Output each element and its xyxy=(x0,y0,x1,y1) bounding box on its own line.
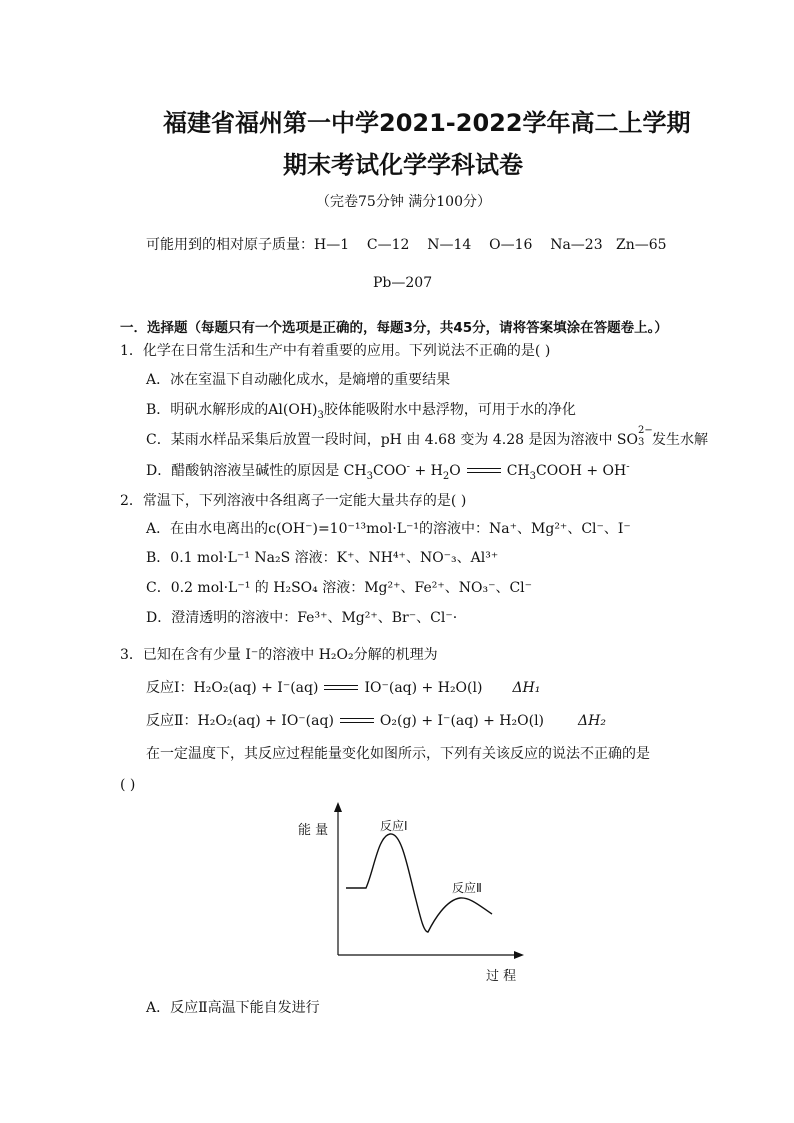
q3-paragraph: 在一定温度下，其反应过程能量变化如图所示，下列有关该反应的说法不正确的是 xyxy=(146,746,650,762)
q1-d-sup1: - xyxy=(406,461,411,473)
exam-info: （完卷75分钟 满分100分） xyxy=(316,194,491,210)
q3-paren: ( ) xyxy=(120,777,136,793)
q1-c-pre: C．某雨水样品采集后放置一段时间，pH 由 4.68 变为 4.28 是因为溶液中 SO xyxy=(146,432,638,448)
q3-option-a: A．反应Ⅱ高温下能自发进行 xyxy=(146,1000,320,1016)
equilibrium-arrow xyxy=(467,466,501,476)
atomic-masses-values: H—1 C—12 N—14 O—16 Na—23 Zn—65 xyxy=(314,237,667,253)
peak1-label: 反应Ⅰ xyxy=(380,819,408,833)
q1-d-mid1: COO xyxy=(372,463,407,479)
atomic-masses-line2: Pb—207 xyxy=(373,275,433,291)
q2-option-d: D．澄清透明的溶液中：Fe³⁺、Mg²⁺、Br⁻、Cl⁻· xyxy=(146,610,458,626)
q2-option-c: C．0.2 mol·L⁻¹ 的 H₂SO₄ 溶液：Mg²⁺、Fe²⁺、NO₃⁻、Cl⁻ xyxy=(146,580,533,596)
equilibrium-arrow xyxy=(340,716,374,726)
q3-r1-dh: ΔH₁ xyxy=(512,680,541,696)
q3-r2-right: O₂(g) + I⁻(aq) + H₂O(l) xyxy=(379,713,545,729)
q3-r1-left: 反应Ⅰ：H₂O₂(aq) + I⁻(aq) xyxy=(146,680,319,696)
q1-d-sub3: 3 xyxy=(529,470,537,482)
peak2-label: 反应Ⅱ xyxy=(452,881,482,895)
atomic-masses-label: 可能用到的相对原子质量： xyxy=(146,237,314,253)
q2-option-b: B．0.1 mol·L⁻¹ Na₂S 溶液：K⁺、NH⁴⁺、NO⁻₃、Al³⁺ xyxy=(146,550,499,566)
q3-reaction-2 xyxy=(146,710,606,730)
doc-title-line1: 福建省福州第一中学2021-2022学年高二上学期 xyxy=(163,109,691,137)
q1-d-post-pre: CH xyxy=(506,463,530,479)
q2-option-a: A．在由水电离出的c(OH⁻)=10⁻¹³mol·L⁻¹的溶液中：Na⁺、Mg²⁺、Cl⁻、I⁻ xyxy=(146,521,631,537)
q3-reaction-1 xyxy=(146,677,540,697)
q1-b-pre: B．明矾水解形成的Al(OH) xyxy=(146,402,318,418)
q1-d-sub1: 3 xyxy=(366,470,373,482)
q1-c-post: 发生水解 xyxy=(652,432,708,448)
q3-r2-dh: ΔH₂ xyxy=(578,713,606,729)
q1-d-sub2: 2 xyxy=(442,470,450,482)
q1-c-sub: 3 xyxy=(638,437,645,448)
q2-stem: 2．常温下，下列溶液中各组离子一定能大量共存的是( ) xyxy=(120,493,467,509)
q3-r2-left: 反应Ⅱ：H₂O₂(aq) + IO⁻(aq) xyxy=(146,713,334,729)
q1-d-pre: D．醋酸钠溶液呈碱性的原因是 CH xyxy=(146,463,367,479)
doc-title-line2: 期末考试化学学科试卷 xyxy=(283,151,523,179)
q1-stem: 1．化学在日常生活和生产中有着重要的应用。下列说法不正确的是( ) xyxy=(120,343,551,359)
q1-option-a: A．冰在室温下自动融化成水，是熵增的重要结果 xyxy=(146,372,451,388)
q1-d-mid3: O xyxy=(449,463,461,479)
q1-option-d xyxy=(146,460,630,482)
q1-option-b xyxy=(146,399,576,421)
section-heading: 一．选择题（每题只有一个选项是正确的，每题3分，共45分，请将答案填涂在答题卷上。） xyxy=(120,320,668,336)
atomic-masses xyxy=(146,234,667,254)
q1-option-c xyxy=(146,425,708,449)
x-axis-arrow xyxy=(514,951,524,959)
q3-stem: 3．已知在含有少量 I⁻的溶液中 H₂O₂分解的机理为 xyxy=(120,647,438,663)
y-axis-label: 能 量 xyxy=(298,823,329,838)
x-axis-label: 过 程 xyxy=(486,969,517,984)
energy-diagram xyxy=(290,800,530,990)
q1-d-sup2: - xyxy=(626,461,630,473)
q1-b-sub: 3 xyxy=(317,409,324,421)
q1-b-post: 胶体能吸附水中悬浮物，可用于水的净化 xyxy=(323,402,576,418)
q3-r1-right: IO⁻(aq) + H₂O(l) xyxy=(364,680,483,696)
y-axis-arrow xyxy=(334,802,342,812)
q1-d-mid2: + H xyxy=(410,463,443,479)
equilibrium-arrow xyxy=(324,683,358,693)
q1-d-post: COOH + OH xyxy=(536,463,627,479)
q1-c-sup: 2− xyxy=(638,425,653,436)
